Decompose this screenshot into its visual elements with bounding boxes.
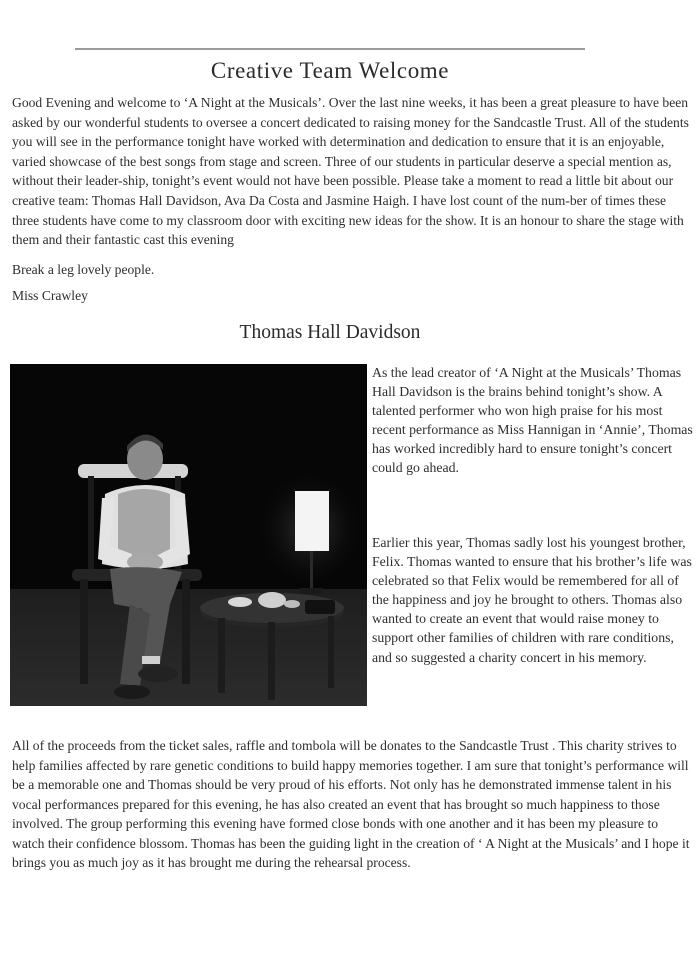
welcome-text: Good Evening and welcome to ‘A Night at the Musicals’. Over the last nine weeks, it has been a great pleasure to have been asked by our wonderful students to oversee a concert dedicated to raising money for the Sandcastle Trust. All of the students you will see in the performance tonight have worked with determination and dedication to ensure that it is an enjoyable, varied showcase of the best songs from stage and screen. Three of our students in particular deserve a special mention as, without their leader-ship, tonight’s event would not have been possible. Please take a moment to read a little bit about our creative team: Thomas Hall Davidson, Ava Da Costa and Jasmine Haigh. I have lost count of the num-ber of times these three students have come to my classroom door with exciting new ideas for the show. It is an honour to share the stage with them and their fantastic cast this evening bbox=[12, 95, 689, 248]
signoff-line: Break a leg lovely people. bbox=[12, 262, 155, 277]
header-divider bbox=[75, 48, 585, 50]
welcome-paragraph bbox=[12, 93, 692, 250]
profile-heading: Thomas Hall Davidson bbox=[239, 322, 421, 343]
profile-paragraph-1: As the lead creator of ‘A Night at the Musicals’ Thomas Hall Davidson is the brains behind tonight’s show. A talented performer who won high praise for his most recent performance as Miss Hannigan in ‘Annie’, Thomas has worked incredibly hard to ensure tonight’s concert could go ahead. bbox=[372, 365, 693, 476]
page-title: Creative Team Welcome bbox=[210, 58, 450, 83]
profile-photo bbox=[10, 364, 367, 706]
closing-paragraph: All of the proceeds from the ticket sales, raffle and tombola will be donates to the Sandcastle Trust . This charity strives to help families affected by rare genetic conditions to build happy memories together. I am sure that tonight’s performance will be a memorable one and Thomas should be very proud of his efforts. Not only has he demonstrated immense talent in his vocal performances prepared for this evening, he has also created an event that has brought so much happiness to those involved. The group performing this evening have formed close bonds with one another and it has been my pleasure to watch their confidence blossom. Thomas has been the guiding light in the creation of ‘ A Night at the Musicals’ and I hope it brings you as much joy as it has brought me during the rehearsal process. bbox=[12, 738, 690, 870]
profile-paragraph-2: Earlier this year, Thomas sadly lost his youngest brother, Felix. Thomas wanted to ensure that his brother’s life was celebrated so that Felix would be remembered for all of the happiness and joy he brought to others. Thomas also wanted to create an event that would raise money to support other families of children with rare conditions, and so suggested a charity concert in his memory. bbox=[372, 535, 692, 665]
signoff-name: Miss Crawley bbox=[12, 288, 88, 303]
stage-photo-illustration bbox=[10, 364, 367, 706]
